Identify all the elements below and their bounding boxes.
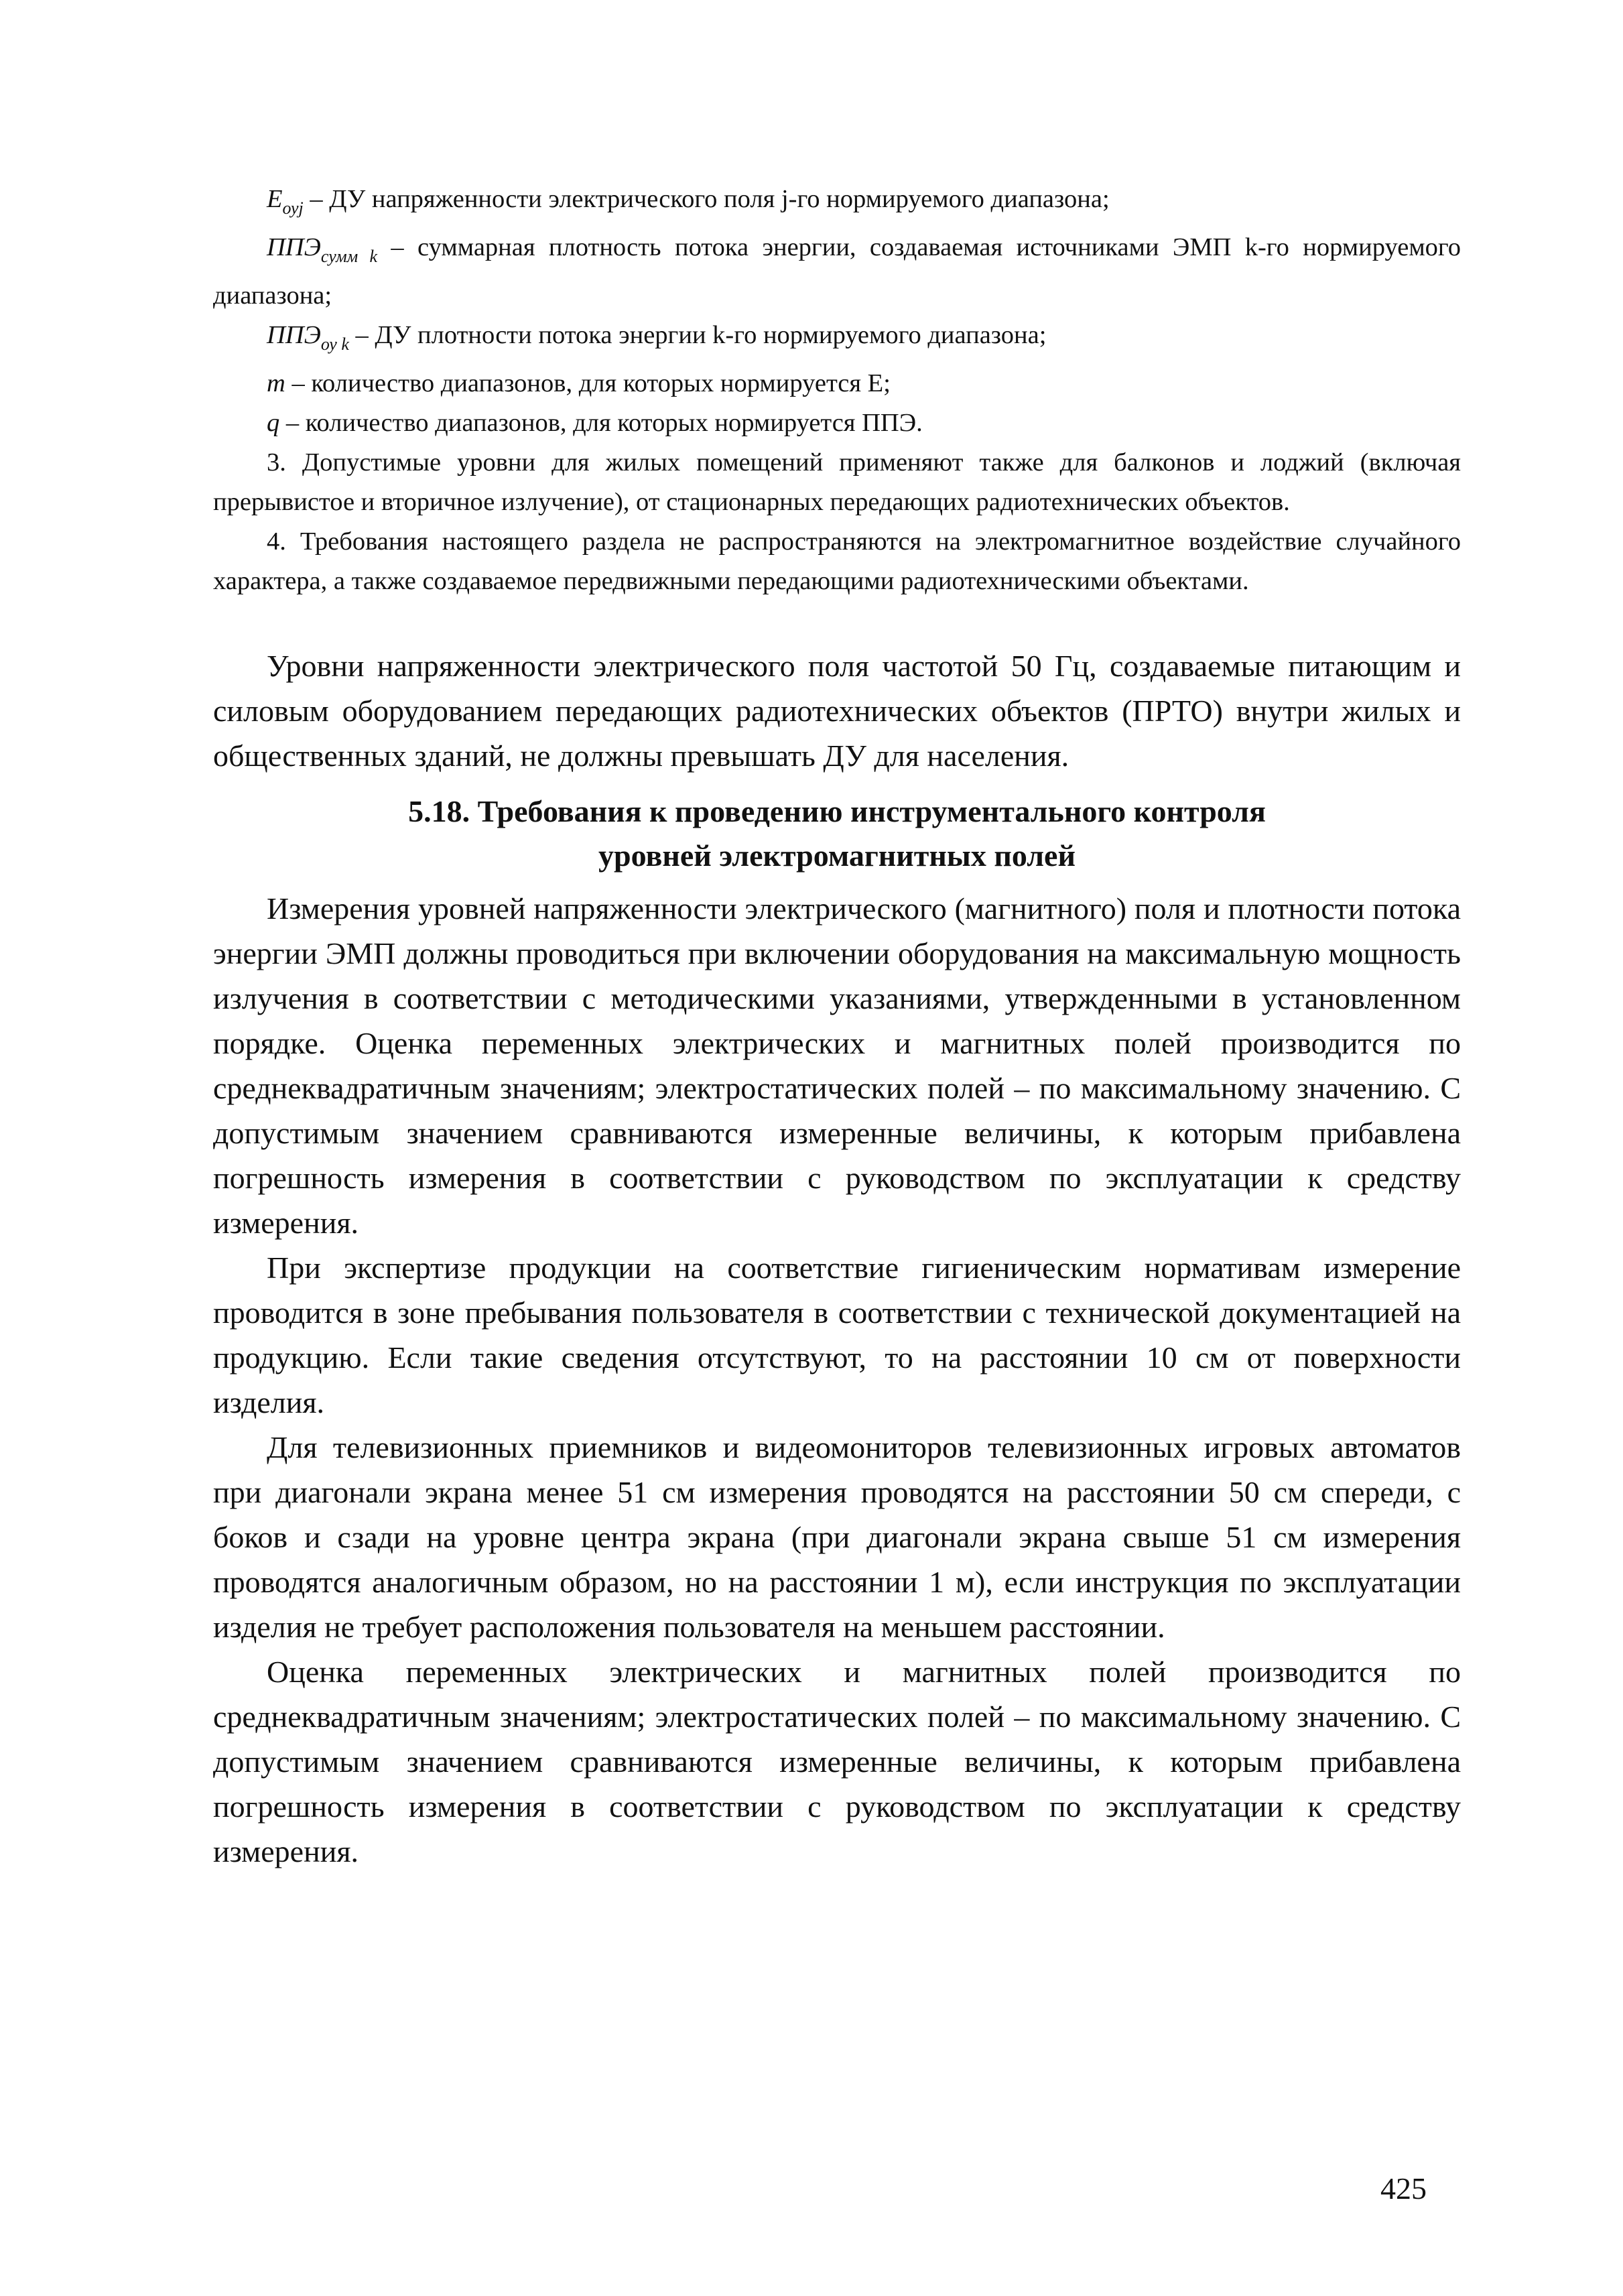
symbol-ppe-sum: ППЭ [267,233,321,261]
note-item-3: 3. Допустимые уровни для жилых помещений применяют также для балконов и лоджий (включая прерывистое и вторичное излучение), от стационарных передающих радиотехнических объектов. [213,448,1461,516]
symbol-e: E [267,185,283,213]
symbol-m: m [267,369,285,397]
symbol-ppe-sum-subscript: сумм k [320,247,378,266]
symbol-ppe-du-subscript: оу k [320,334,349,354]
section-body [213,886,1461,1874]
section-heading [213,789,1461,878]
formula-notes [213,180,1461,601]
note-ppe-du-text: – ДУ плотности потока энергии k-го нормируемого диапазона; [348,321,1047,349]
symbol-e-subscript: оуj [282,198,304,218]
note-item-4: 4. Требования настоящего раздела не распространяются на электромагнитное воздействие случайного характера, а также создаваемое передвижными передающими радиотехническими объектами. [213,527,1461,595]
section-paragraph-3: Для телевизионных приемников и видеомониторов телевизионных игровых автоматов при диагонали экрана менее 51 см измерения проводятся на расстоянии 50 см спереди, с боков и сзади на уровне центра экрана (при диагонали экрана свыше 51 см измерения проводятся аналогичным образом, но на расстоянии 1 м), если инструкция по эксплуатации изделия не требует расположения пользователя на меньшем расстоянии. [213,1430,1461,1644]
note-m-text: – количество диапазонов, для которых нормируется Е; [285,369,891,397]
symbol-ppe-du: ППЭ [267,321,321,349]
note-ppe-sum-text: – суммарная плотность потока энергии, создаваемая источниками ЭМП k-го нормируемого диапазона; [213,233,1462,310]
section-paragraph-4: Оценка переменных электрических и магнитных полей производится по среднеквадратичным значениям; электростатических полей – по максимальному значению. С допустимым значением сравниваются измеренные величины, к которым прибавлена погрешность измерения в соответствии с руководством по эксплуатации к средству измерения. [213,1655,1461,1868]
section-paragraph-1: Измерения уровней напряженности электрического (магнитного) поля и плотности потока энергии ЭМП должны проводиться при включении оборудования на максимальную мощность излучения в соответствии с методическими указаниями, утвержденными в установленном порядке. Оценка переменных электрических и магнитных полей производится по среднеквадратичным значениям; электростатических полей – по максимальному значению. С допустимым значением сравниваются измеренные величины, к которым прибавлена погрешность измерения в соответствии с руководством по эксплуатации к средству измерения. [213,891,1461,1240]
note-e-definition [213,180,1461,228]
paragraph-50hz-limits [213,643,1461,778]
note-m-definition [213,364,1461,403]
section-paragraph-2: При экспертизе продукции на соответствие гигиеническим нормативам измерение проводится в зоне пребывания пользователя в соответствии с технической документацией на продукцию. Если такие сведения отсутствуют, то на расстоянии 10 см от поверхности изделия. [213,1251,1461,1419]
section-heading-line-2: уровней электромагнитных полей [598,838,1076,873]
note-ppe-sum-definition [213,228,1461,316]
note-q-definition [213,403,1461,443]
note-e-text: – ДУ напряженности электрического поля j-го нормируемого диапазона; [303,185,1110,213]
paragraph-text: Уровни напряженности электрического поля частотой 50 Гц, создаваемые питающим и силовым оборудованием передающих радиотехнических объектов (ПРТО) внутри жилых и общественных зданий, не должны превышать ДУ для населения. [213,649,1461,773]
symbol-q: q [267,409,280,437]
page-number: 425 [1380,2171,1427,2206]
section-heading-line-1: 5.18. Требования к проведению инструментального контроля [408,794,1266,828]
note-ppe-du-definition [213,316,1461,364]
note-q-text: – количество диапазонов, для которых нормируется ППЭ. [279,409,923,437]
